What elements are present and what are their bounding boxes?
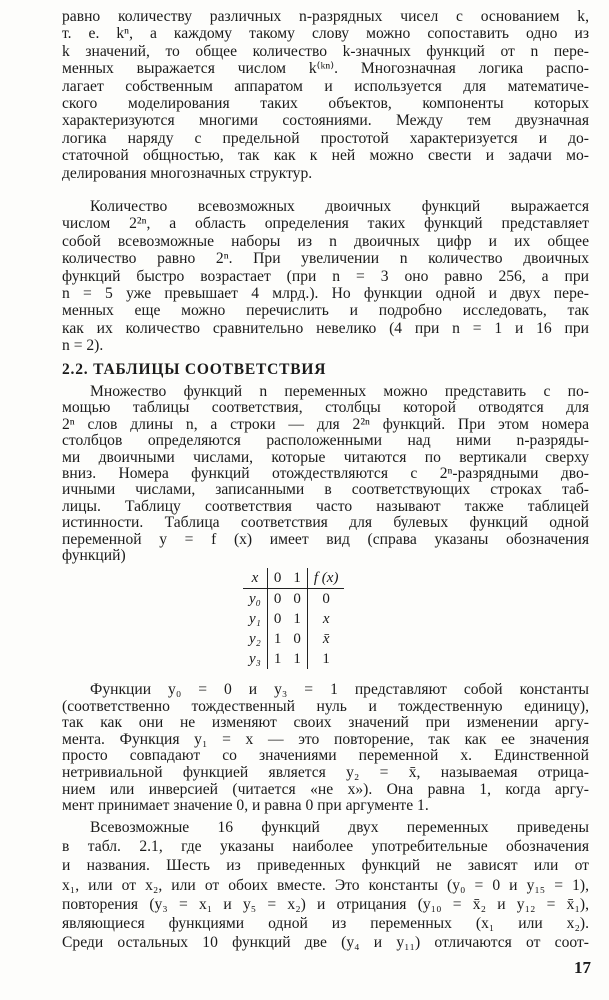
table-header-cell: 0 <box>267 568 287 589</box>
text-line: функций) <box>62 546 126 564</box>
text-line: количество равно 2ⁿ. При увеличении n количество двоичных <box>62 250 589 268</box>
text-line: n = 2). <box>62 337 104 355</box>
section-heading: 2.2. ТАБЛИЦЫ СООТВЕТСТВИЯ <box>62 361 327 378</box>
text-line: мощью таблицы соответствия, столбцы которой отводятся для <box>62 399 589 417</box>
text-line: числом 2²ⁿ, а область определения таких функций представляет <box>62 215 589 233</box>
text-line: ичными числами, записанными в соответствующих строках таб- <box>62 481 589 499</box>
text-line: как их количество сравнительно невелико (4 при n = 1 и 16 при <box>62 319 589 337</box>
text-line: Количество всевозможных двоичных функций выражается <box>90 198 589 215</box>
table-cell: 1 <box>287 609 307 629</box>
text-line: менных еще можно перечислить и подробно исследовать, так <box>62 302 589 320</box>
text-line: Функции y₀ = 0 и y₃ = 1 представляют собой константы <box>90 681 589 698</box>
table-cell: 0 <box>287 629 307 649</box>
table-row <box>243 589 344 610</box>
table-cell: y₁ <box>243 609 267 629</box>
text-line: делирования многозначных структур. <box>62 164 313 182</box>
paragraph-4 <box>62 682 589 815</box>
table-cell: 1 <box>273 651 282 667</box>
text-line: функций быстро возрастает (при n = 3 оно равно 256, а при <box>62 267 589 285</box>
text-line: ми двоичными числами, которые читаются по вертикали сверху <box>62 448 589 466</box>
text-line: Множество функций n переменных можно представить с по- <box>90 383 589 400</box>
table-cell: 0 <box>273 611 282 627</box>
paragraph-1 <box>62 8 589 182</box>
text-line: собой всевозможные наборы из n двоичных цифр и их общее <box>62 232 589 250</box>
text-line: в табл. 2.1, где указаны наиболее употребительные обозначения <box>62 838 589 856</box>
text-line: так как они не изменяют своих значений при изменении аргу- <box>62 714 589 732</box>
text-line: лицы. Таблицу соответствия часто называют также таблицей <box>62 497 589 515</box>
paragraph-5 <box>62 818 589 952</box>
table-cell: 0 <box>322 591 330 607</box>
text-line: являющиеся функциями одной из переменных (x₁ или x₂). <box>62 914 589 932</box>
table-cell: y₀ <box>243 589 267 610</box>
table-row <box>243 609 344 629</box>
table-row <box>243 649 344 669</box>
table-cell: y₂ <box>243 629 267 649</box>
table-cell: 0 <box>273 591 282 607</box>
text-line: мента. Функция y₁ = x — это повторение, так как ее значения <box>62 730 589 748</box>
table-cell: 0 <box>287 589 307 610</box>
text-line: нием или инверсией (читается «не x»). Она равна 1, когда аргу- <box>62 780 589 798</box>
text-line: лагает собственным аппаратом и используется для математиче- <box>62 77 589 95</box>
text-line: ского моделирования таких объектов, компоненты которых <box>62 94 589 112</box>
text-line: равно количеству различных n-разрядных чисел с основанием k, <box>62 8 589 25</box>
text-line: x₁, или от x₂, или от обоих вместе. Это константы (y₀ = 0 и y₁₅ = 1), <box>62 876 589 894</box>
text-line: характеризуются многими состояниями. Между тем двузначная <box>62 112 589 130</box>
text-line: Всевозможные 16 функций двух переменных приведены <box>90 819 589 836</box>
text-line: просто совпадают со значениями переменной x. Единственной <box>62 747 589 765</box>
text-line: нетривиальной функцией является y₂ = x̄, называемая отрица- <box>62 763 589 781</box>
text-line: логика наряду с предельной простотой характеризуется и до- <box>62 129 589 147</box>
table-header-row <box>243 568 344 589</box>
text-line: мент принимает значение 0, и равна 0 при аргументе 1. <box>62 797 429 815</box>
text-line: статочной общностью, так как к ней можно свести и задачи мо- <box>62 147 589 165</box>
text-line: менных выражается числом k⁽ᵏⁿ⁾. Многозначная логика распо- <box>62 60 589 78</box>
text-line: столбцов определяются расположенными над ними n-разряды- <box>62 432 589 450</box>
truth-table <box>243 568 344 669</box>
table-header-cell: 1 <box>287 568 307 589</box>
text-line: вниз. Номера функций отождествляются с 2ⁿ-разрядными дво- <box>62 464 589 482</box>
table-header-cell: f (x) <box>307 568 344 589</box>
table-cell: 1 <box>287 649 307 669</box>
table-cell: x <box>322 611 330 627</box>
text-line: и названия. Шесть из приведенных функций не зависят или от <box>62 857 589 875</box>
paragraph-2 <box>62 198 589 355</box>
text-line: n = 5 уже превышает 4 млрд.). Но функции одной и двух пере- <box>62 284 589 302</box>
page-number: 17 <box>574 958 591 977</box>
text-line: переменной y = f (x) имеет вид (справа указаны обозначения <box>62 530 589 548</box>
table-header-cell: x <box>243 568 267 589</box>
table-cell: y₃ <box>243 649 267 669</box>
text-line: истинности. Таблица соответствия для булевых функций одной <box>62 514 589 532</box>
paragraph-3 <box>62 384 589 564</box>
text-line: k значений, то общее количество k-значных функций от n пере- <box>62 42 589 60</box>
text-line: (соответственно тождественный нуль и тождественную единицу), <box>62 697 589 715</box>
text-line: Среди остальных 10 функций две (y₄ и y₁₁) отличаются от соот- <box>62 934 589 952</box>
text-line: повторения (y₃ = x₁ и y₅ = x₂) и отрицания (y₁₀ = x̄₂ и y₁₂ = x̄₁), <box>62 895 589 913</box>
text-line: т. е. kⁿ, а каждому такому слову можно сопоставить одно из <box>62 25 589 43</box>
table-cell: x̄ <box>322 631 330 647</box>
table-cell: 1 <box>273 631 282 647</box>
table-cell: 1 <box>322 651 330 667</box>
table-row <box>243 629 344 649</box>
text-line: 2ⁿ слов длины n, а строки — для 2²ⁿ функций. При этом номера <box>62 415 589 433</box>
